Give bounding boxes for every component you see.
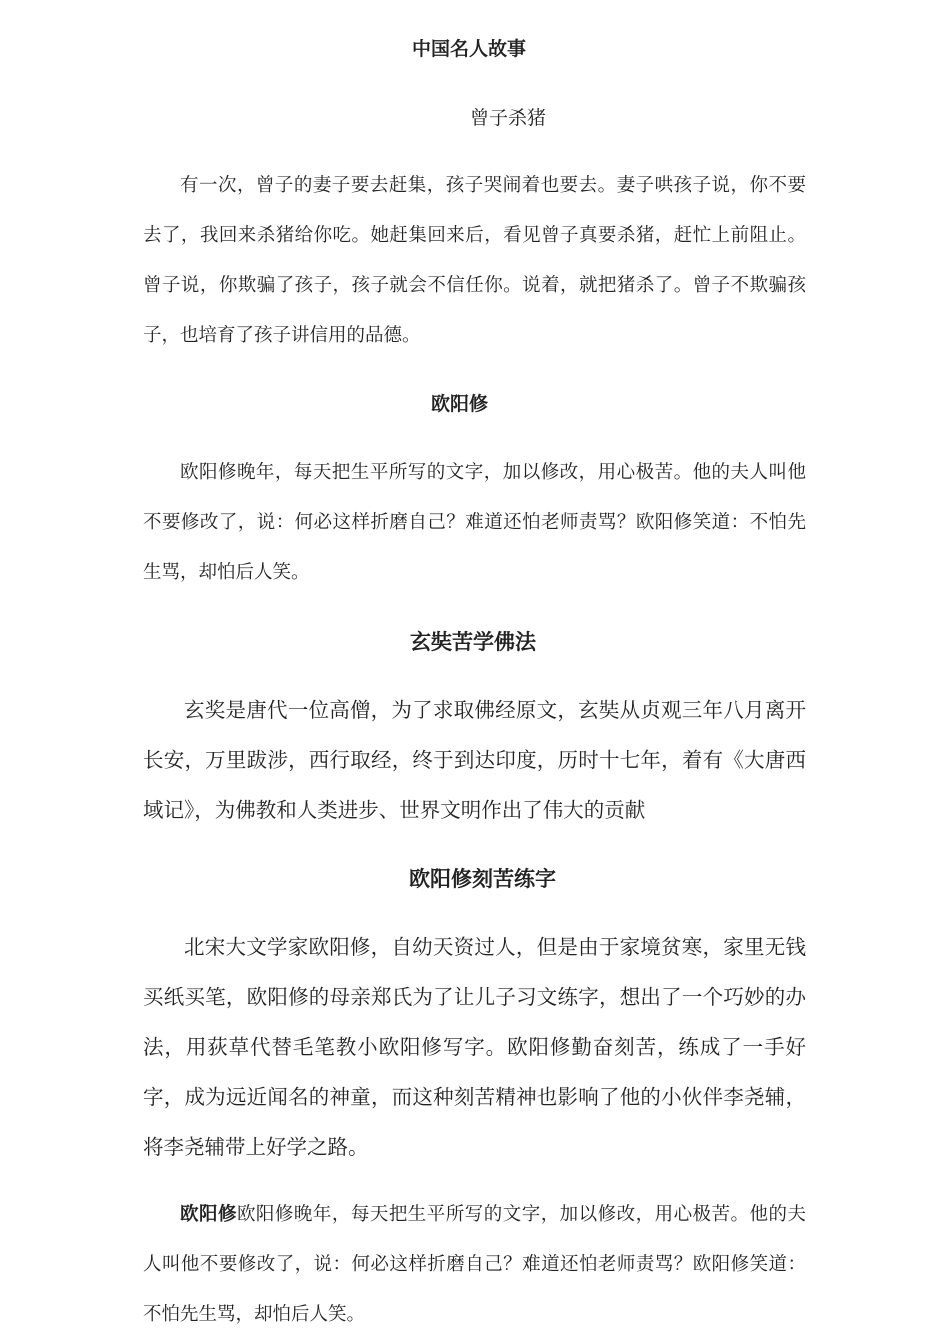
section-ouyangxiu-repeat xyxy=(143,1190,806,1340)
section-title-ouyangxiu-calligraphy: 欧阳修刻苦练字 xyxy=(409,867,556,891)
section-body-ouyangxiu: 欧阳修晚年，每天把生平所写的文字，加以修改，用心极苦。他的夫人叫他不要修改了，说：何必这样折磨自己？难道还怕老师责骂？欧阳修笑道：不怕先生骂，却怕后人笑。 xyxy=(143,462,806,583)
inline-section-body: 欧阳修晚年，每天把生平所写的文字，加以修改，用心极苦。他的夫人叫他不要修改了，说：何必这样折磨自己？难道还怕老师责骂？欧阳修笑道：不怕先生骂，却怕后人笑。 xyxy=(143,1204,806,1325)
section-body-zengzi: 有一次，曾子的妻子要去赶集，孩子哭闹着也要去。妻子哄孩子说，你不要去了，我回来杀猪给你吃。她赶集回来后，看见曾子真要杀猪，赶忙上前阻止。曾子说，你欺骗了孩子，孩子就会不信任你。说着，就把猪杀了。曾子不欺骗孩子，也培育了孩子讲信用的品德。 xyxy=(143,175,806,346)
section-title-ouyangxiu: 欧阳修 xyxy=(431,393,489,415)
section-title-zengzi: 曾子杀猪 xyxy=(470,107,547,129)
section-title-xuanzang: 玄奘苦学佛法 xyxy=(410,630,536,654)
main-title: 中国名人故事 xyxy=(412,38,527,60)
inline-section-title: 欧阳修 xyxy=(180,1204,237,1225)
section-body-xuanzang: 玄奖是唐代一位高僧，为了求取佛经原文，玄奘从贞观三年八月离开长安，万里跋涉，西行取经，终于到达印度，历时十七年，着有《大唐西域记》，为佛教和人类进步、世界文明作出了伟大的贡献 xyxy=(143,698,806,822)
section-body-ouyangxiu-calligraphy: 北宋大文学家欧阳修，自幼天资过人，但是由于家境贫寒，家里无钱买纸买笔，欧阳修的母亲郑氏为了让儿子习文练字，想出了一个巧妙的办法，用荻草代替毛笔教小欧阳修写字。欧阳修勤奋刻苦，练成了一手好字，成为远近闻名的神童，而这种刻苦精神也影响了他的小伙伴李尧辅，将李尧辅带上好学之路。 xyxy=(143,935,806,1159)
